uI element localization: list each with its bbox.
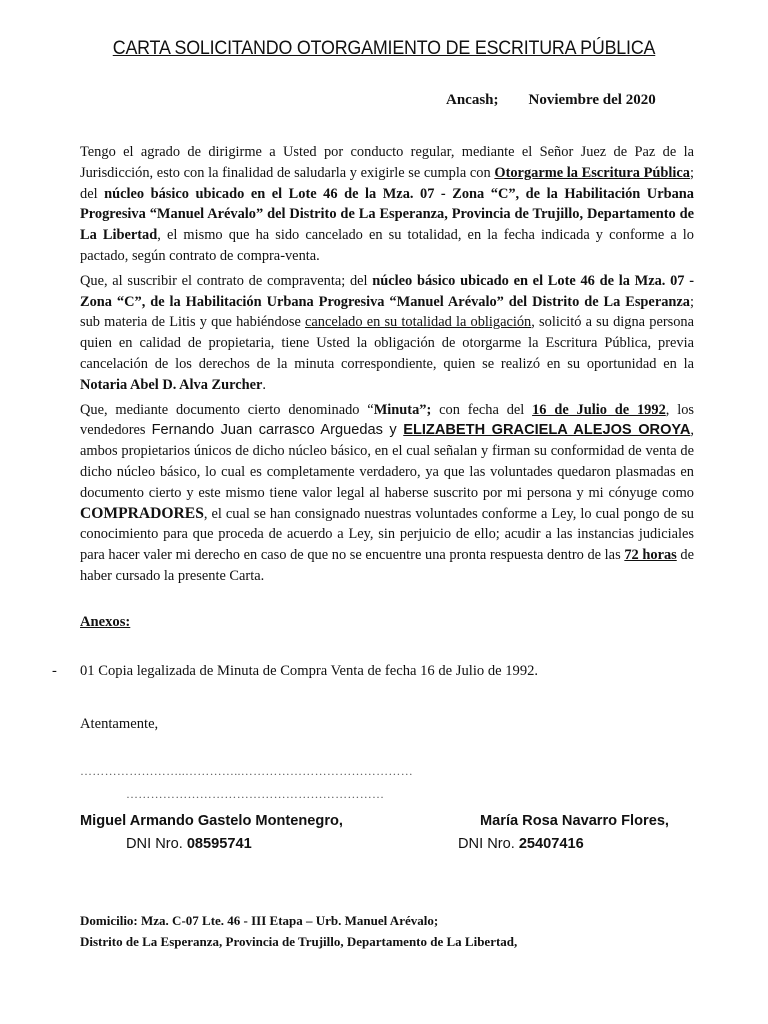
property-description: núcleo básico ubicado en el Lote 46 de la Mza. 07 - Zona “C”, de la Habilitación Urbana Progresiva “Manuel Arévalo” del Distrito de La Esperanza, Provincia de Trujillo, Departamento de La Libertad (80, 185, 694, 244)
emphasis: Otorgarme la Escritura Pública (494, 164, 690, 181)
signature-line-2: ……………………………………………………… (126, 787, 385, 801)
text: , el cual se han consignado nuestras voluntades conforme a Ley, lo cual pongo de su conocimiento para que proceda de acuerdo a Ley, sin perjuicio de ello; acudir a las instancias judiciales para hacer valer mi derecho en caso de que no se encuentre una pronta respuesta dentro de las (80, 505, 694, 564)
place: Ancash; (446, 92, 499, 108)
paragraph-1 (80, 142, 694, 267)
text: , solicitó a su digna persona quien en calidad de propietaria, tiene Usted la obligación de otorgarme la Escritura Pública, previa cancelación de los derechos de la minuta correspondiente, quien se realizó en su oportunidad en la (80, 314, 694, 372)
closing: Atentamente, (80, 716, 159, 732)
dni-label: DNI Nro. (458, 836, 519, 852)
signer-2-name: María Rosa Navarro Flores, (480, 813, 669, 829)
text: Que, al suscribir el contrato de compraventa; del (80, 272, 373, 289)
document-title: CARTA SOLICITANDO OTORGAMIENTO DE ESCRITURA PÚBLICA (112, 38, 656, 59)
text: , el mismo que ha sido cancelado en su totalidad, en la fecha indicada y conforme a lo pactado, según contrato de compra-venta. (80, 227, 694, 264)
text: , los vendedores (80, 401, 695, 439)
buyers-label: COMPRADORES (80, 504, 204, 522)
text: Que, mediante documento cierto denominado “ (80, 401, 374, 418)
dni-number: 08595741 (186, 836, 252, 852)
text: con fecha del (431, 401, 533, 418)
date: Noviembre del 2020 (528, 92, 656, 108)
seller-name-2: ELIZABETH GRACIELA ALEJOS OROYA (403, 422, 691, 439)
address-line-1: Domicilio: Mza. C-07 Lte. 46 - III Etapa – Urb. Manuel Arévalo; (80, 913, 439, 928)
signer-2-dni (458, 836, 584, 852)
punctuation: ”; (419, 401, 432, 418)
text: de haber cursado la presente Carta. (80, 547, 694, 584)
text: , ambos propietarios únicos de dicho núcleo básico, en el cual señalan y firman su conformidad de venta de dicho núcleo básico, lo cual es completamente verdadero, ya que las voluntades quedaron plasmadas en documento cierto y este mismo tiene valor legal al haberse suscrito por mi persona y mi cónyuge como (80, 422, 694, 501)
underlined-text: cancelado en su totalidad la obligación (305, 314, 532, 331)
text: Tengo el agrado de dirigirme a Usted por conducto regular, mediante el Señor Juez de Paz de la Jurisdicción, esto con la finalidad de saludarla y exigirle se cumpla con (80, 144, 694, 181)
text: . (262, 376, 267, 393)
deadline: 72 horas (624, 547, 677, 564)
address-block (80, 910, 517, 952)
place-date-line (446, 92, 656, 109)
anexo-item: 01 Copia legalizada de Minuta de Compra Venta de fecha 16 de Julio de 1992. (80, 663, 539, 679)
letter-body (80, 142, 694, 591)
seller-name: Fernando Juan carrasco Arguedas y (151, 422, 404, 439)
dni-label: DNI Nro. (126, 836, 187, 852)
signature-line-1: ……………………..…………..…………………………………… (80, 764, 413, 778)
notary-name: Notaria Abel D. Alva Zurcher (80, 376, 263, 393)
signer-1-dni (126, 836, 252, 852)
property-description: núcleo básico ubicado en el Lote 46 de la Mza. 07 - Zona “C”, de la Habilitación Urbana Progresiva “Manuel Arévalo” del Distrito de La Esperanza (80, 272, 694, 310)
address-line-2: Distrito de La Esperanza, Provincia de Trujillo, Departamento de La Libertad, (80, 934, 518, 949)
emphasis: Minuta (373, 401, 420, 418)
list-bullet: - (52, 663, 57, 679)
paragraph-2 (80, 271, 694, 396)
text: ; sub materia de Litis y que habiéndose (80, 293, 694, 331)
dni-number: 25407416 (518, 836, 584, 852)
anexos-heading: Anexos: (80, 614, 131, 630)
paragraph-3 (80, 400, 694, 587)
text: ; del (80, 164, 694, 202)
minuta-date: 16 de Julio de 1992 (532, 401, 666, 418)
signer-1-name: Miguel Armando Gastelo Montenegro, (80, 813, 343, 829)
